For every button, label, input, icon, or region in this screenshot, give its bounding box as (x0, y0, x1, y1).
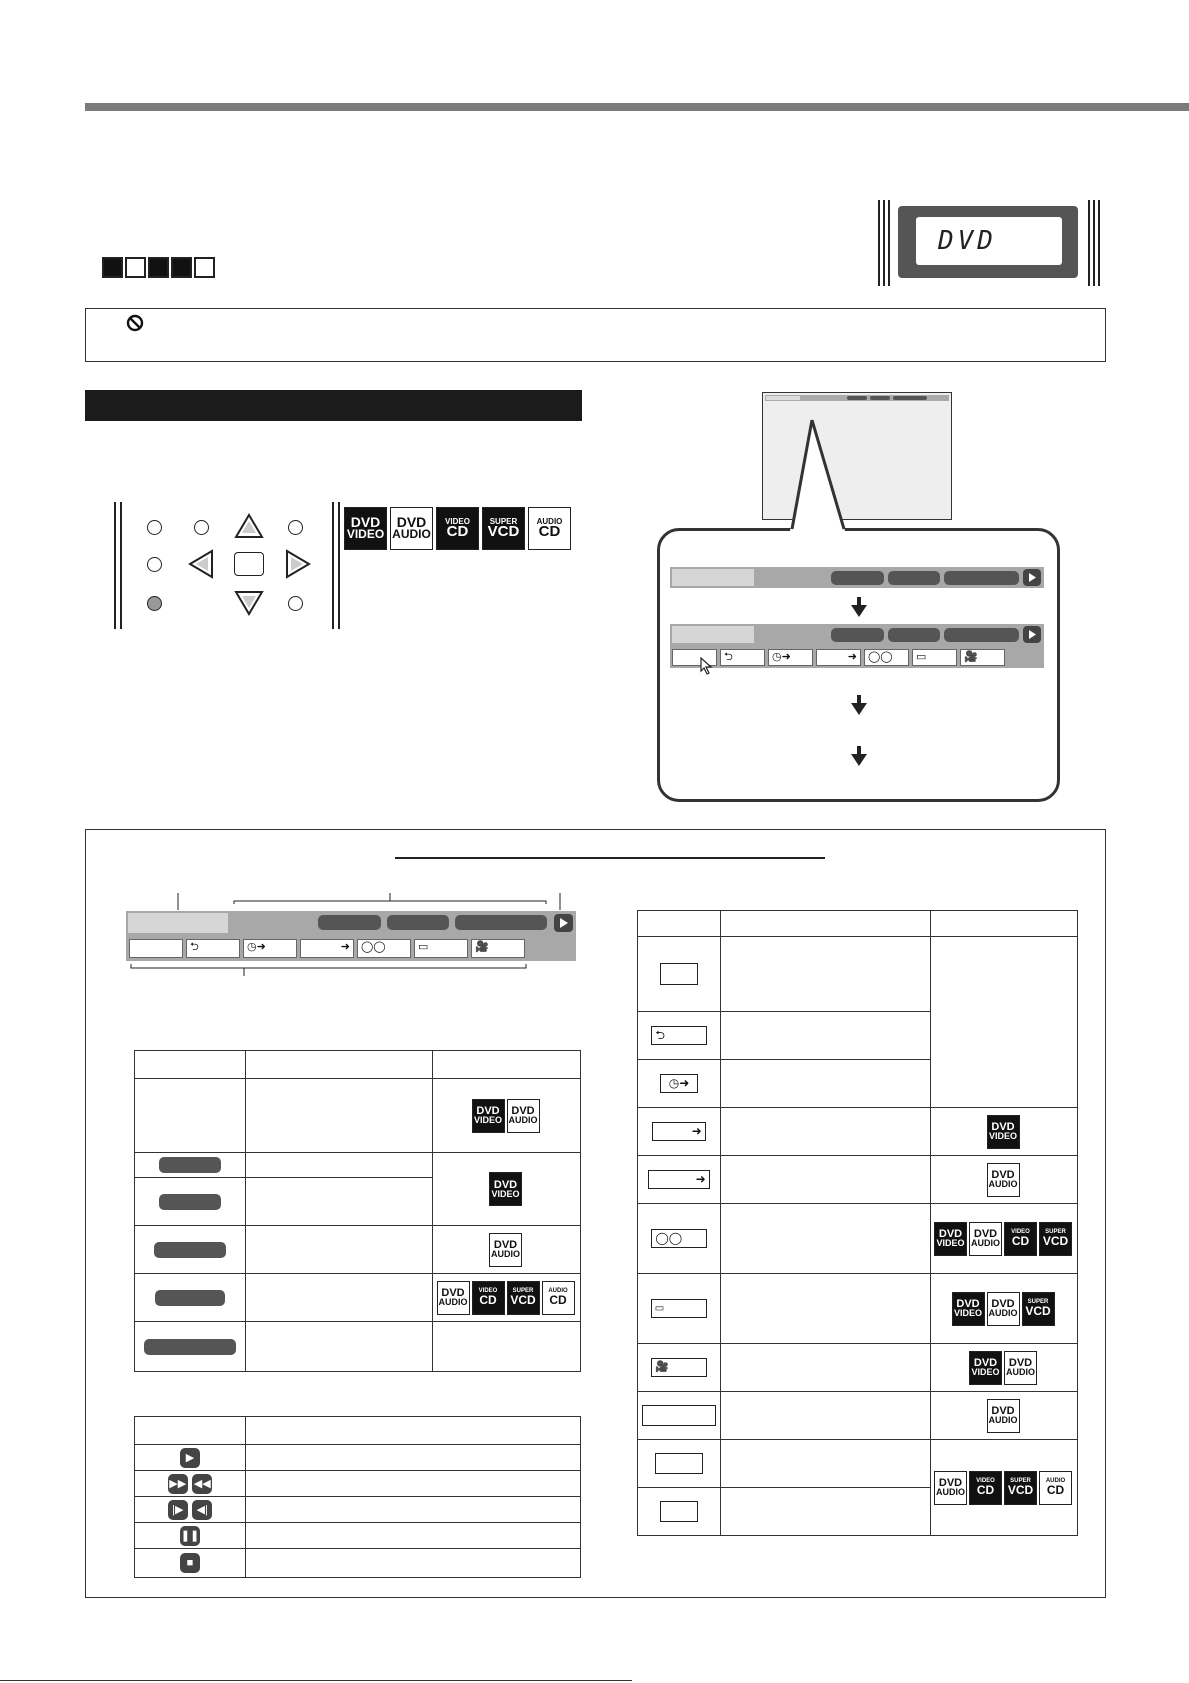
format-badge-top: DVD (493, 1178, 518, 1191)
subtitle-icon: ▭ (651, 1299, 707, 1318)
format-badge-dvd-audio (390, 507, 433, 550)
pause-icon: ❚❚ (180, 1526, 200, 1546)
prohibit-icon (126, 314, 144, 332)
format-badge-bottom: CD (1046, 1482, 1065, 1497)
format-badge-top: DVD (441, 1287, 465, 1299)
remote-button-highlight[interactable] (147, 596, 162, 611)
time-icon[interactable]: ◷➜ (768, 649, 813, 666)
format-badge-super-vcd (1004, 1471, 1037, 1505)
format-badge-bottom: AUDIO (988, 1308, 1018, 1319)
format-badge-top: DVD (991, 1121, 1015, 1133)
format-badge-top: DVD (938, 1477, 963, 1489)
format-badge-bottom: CD (538, 523, 561, 541)
notice-box (85, 308, 1106, 362)
format-badge-bottom: CD (976, 1482, 995, 1497)
angle-icon[interactable]: 🎥 (471, 939, 525, 958)
up-arrow-button[interactable] (234, 513, 264, 539)
stop-icon: ■ (180, 1553, 200, 1573)
function-table (637, 910, 1078, 1536)
format-badge-dvd-audio (934, 1471, 967, 1505)
remote-control (114, 502, 340, 629)
repeat-icon[interactable]: ⮌ (186, 939, 240, 958)
format-badge-bottom: VCD (510, 1292, 536, 1307)
cursor-icon (699, 657, 715, 675)
footer-rule (0, 1680, 632, 1681)
format-badge-bottom: AUDIO (508, 1115, 538, 1126)
format-badge-top: VIDEO (445, 516, 470, 526)
format-badge-bottom: VIDEO (936, 1238, 965, 1249)
format-badge-bottom: VIDEO (473, 1115, 502, 1126)
arrow-icon[interactable]: ➜ (816, 649, 861, 666)
format-badge-bottom: CD (446, 523, 469, 541)
indicator-square (171, 257, 192, 278)
diagram-bracket-bottom (126, 962, 576, 978)
rewind-icon: ◀◀ (192, 1474, 212, 1494)
subtitle-icon[interactable]: ▭ (912, 649, 957, 666)
format-badge-bottom: VIDEO (971, 1367, 1000, 1378)
format-badge-top: VIDEO (478, 1287, 498, 1294)
format-badge-video-cd (472, 1281, 505, 1315)
format-badge-video-cd (969, 1471, 1002, 1505)
indicator-square (102, 257, 123, 278)
format-badge-bottom: AUDIO (1006, 1367, 1035, 1378)
section-header-bar (85, 390, 582, 421)
format-badge-dvd-video (934, 1222, 967, 1256)
format-badge-top: DVD (973, 1228, 998, 1240)
diagram-callouts (126, 890, 576, 910)
format-badge-top: VIDEO (976, 1477, 995, 1484)
format-badge-top: DVD (973, 1357, 998, 1369)
format-badge-top: DVD (511, 1105, 535, 1117)
format-badge-bottom: CD (1011, 1233, 1030, 1248)
angle-icon[interactable]: 🎥 (960, 649, 1005, 666)
audio-icon[interactable]: ◯◯ (357, 939, 411, 958)
format-badge-bottom: VCD (487, 523, 520, 541)
format-badge-top: DVD (938, 1228, 963, 1240)
format-badge-top: SUPER (489, 516, 518, 526)
remote-button[interactable] (288, 596, 303, 611)
format-badge-dvd-video (987, 1115, 1020, 1149)
flow-arrow (851, 695, 867, 715)
format-badge-bottom: AUDIO (936, 1487, 965, 1498)
fast-forward-icon: ▶▶ (168, 1474, 188, 1494)
format-badge-dvd-audio (437, 1281, 470, 1315)
play-icon: ▶ (180, 1448, 200, 1468)
format-badge-bottom: VIDEO (953, 1308, 982, 1319)
flow-arrow (851, 597, 867, 617)
subtitle-icon[interactable]: ▭ (414, 939, 468, 958)
format-badge-dvd-video (489, 1172, 522, 1206)
format-badge-top: SUPER (1045, 1228, 1066, 1235)
format-badge-dvd-audio (969, 1222, 1002, 1256)
format-badge-top: DVD (956, 1298, 980, 1310)
display-panel (878, 200, 1100, 286)
left-arrow-button[interactable] (188, 549, 214, 579)
arrow-icon[interactable]: ➜ (300, 939, 354, 958)
format-badge-top: DVD (493, 1239, 518, 1251)
time-search-icon: ◷➜ (660, 1074, 698, 1093)
format-badge-bottom: CD (479, 1292, 497, 1307)
format-badge-dvd-audio (987, 1292, 1020, 1326)
format-badge-super-vcd (1039, 1222, 1072, 1256)
status-bar-table (134, 1050, 581, 1372)
format-badge-video-cd (1004, 1222, 1037, 1256)
chapter-search-icon: ➜ (652, 1122, 706, 1141)
format-badge-bottom: AUDIO (392, 527, 431, 542)
play-icon (1023, 569, 1041, 586)
page-indicator (102, 257, 217, 283)
format-badge-bottom: VCD (1025, 1303, 1051, 1318)
remote-button[interactable] (288, 520, 303, 535)
format-badge-bottom: AUDIO (438, 1297, 468, 1308)
slow-reverse-icon: ◀| (192, 1500, 212, 1520)
indicator-square (148, 257, 169, 278)
format-badge-dvd-audio (987, 1399, 1020, 1433)
remote-button[interactable] (147, 520, 162, 535)
play-icon (554, 914, 573, 932)
format-badge-top: AUDIO (536, 516, 563, 526)
format-badge-dvd-video (952, 1292, 985, 1326)
audio-icon: ◯◯ (651, 1229, 707, 1248)
format-badge-bottom: AUDIO (491, 1249, 520, 1260)
angle-icon: 🎥 (651, 1358, 707, 1377)
format-badge-top: SUPER (512, 1287, 534, 1294)
format-badge-bottom: VIDEO (988, 1131, 1017, 1142)
format-badge-super-vcd (482, 507, 525, 550)
format-badge-top: DVD (991, 1405, 1015, 1417)
format-badge-bottom: AUDIO (988, 1415, 1018, 1426)
format-badge-dvd-audio (1004, 1351, 1037, 1385)
format-badge-dvd-audio (507, 1099, 540, 1133)
format-badge-bottom: VIDEO (491, 1188, 520, 1199)
slow-forward-icon: |▶ (168, 1500, 188, 1520)
down-arrow-button[interactable] (234, 590, 264, 616)
track-search-icon: ➜ (648, 1170, 710, 1189)
right-arrow-button[interactable] (285, 549, 311, 579)
format-badge-audio-cd (1039, 1471, 1072, 1505)
format-badge-bottom: VCD (1007, 1482, 1034, 1497)
playback-status-table (134, 1416, 581, 1578)
format-badge-top: DVD (396, 514, 427, 531)
format-badge-dvd-video (472, 1099, 505, 1133)
format-badge-top: DVD (991, 1169, 1015, 1181)
format-badge-dvd-video (969, 1351, 1002, 1385)
enter-button[interactable] (234, 552, 264, 576)
header-rule (85, 103, 1189, 111)
on-screen-bar-diagram (126, 911, 576, 961)
format-badge-video-cd (436, 507, 479, 550)
format-badge-top: VIDEO (1011, 1228, 1030, 1235)
format-badge-audio-cd (528, 507, 571, 550)
format-badge-top: DVD (476, 1105, 500, 1117)
display-text: DVD (938, 226, 997, 256)
format-badge-top: DVD (350, 514, 381, 531)
format-badge-audio-cd (542, 1281, 575, 1315)
format-badge-dvd-audio (489, 1233, 522, 1267)
flow-arrow (851, 746, 867, 766)
on-screen-bar-expanded (670, 624, 1044, 668)
format-badge-dvd-audio (987, 1163, 1020, 1197)
callout-pointer (790, 418, 860, 532)
format-badge-bottom: AUDIO (988, 1179, 1018, 1190)
indicator-square (194, 257, 215, 278)
format-badge-bottom: VIDEO (346, 527, 385, 542)
format-badge-top: DVD (1008, 1357, 1033, 1369)
format-badge-top: AUDIO (548, 1287, 568, 1294)
format-badge-bottom: AUDIO (971, 1238, 1000, 1249)
bar-cell-blank[interactable] (129, 939, 183, 958)
time-icon[interactable]: ◷➜ (243, 939, 297, 958)
reference-title-underline (395, 857, 825, 859)
format-badge-top: SUPER (1010, 1477, 1031, 1484)
audio-icon[interactable]: ◯◯ (864, 649, 909, 666)
supported-formats (344, 507, 574, 550)
format-badge-bottom: VCD (1042, 1233, 1069, 1248)
format-badge-bottom: CD (549, 1292, 567, 1307)
on-screen-bar-collapsed (670, 567, 1044, 588)
format-badge-top: DVD (991, 1298, 1015, 1310)
format-badge-top: AUDIO (1045, 1477, 1066, 1484)
repeat-icon: ⮌ (651, 1026, 707, 1045)
format-badge-top: SUPER (1027, 1298, 1049, 1305)
format-badge-dvd-video (344, 507, 387, 550)
format-badge-super-vcd (507, 1281, 540, 1315)
remote-button[interactable] (194, 520, 209, 535)
format-badge-super-vcd (1022, 1292, 1055, 1326)
remote-button[interactable] (147, 557, 162, 572)
repeat-icon[interactable]: ⮌ (720, 649, 765, 666)
indicator-square (125, 257, 146, 278)
